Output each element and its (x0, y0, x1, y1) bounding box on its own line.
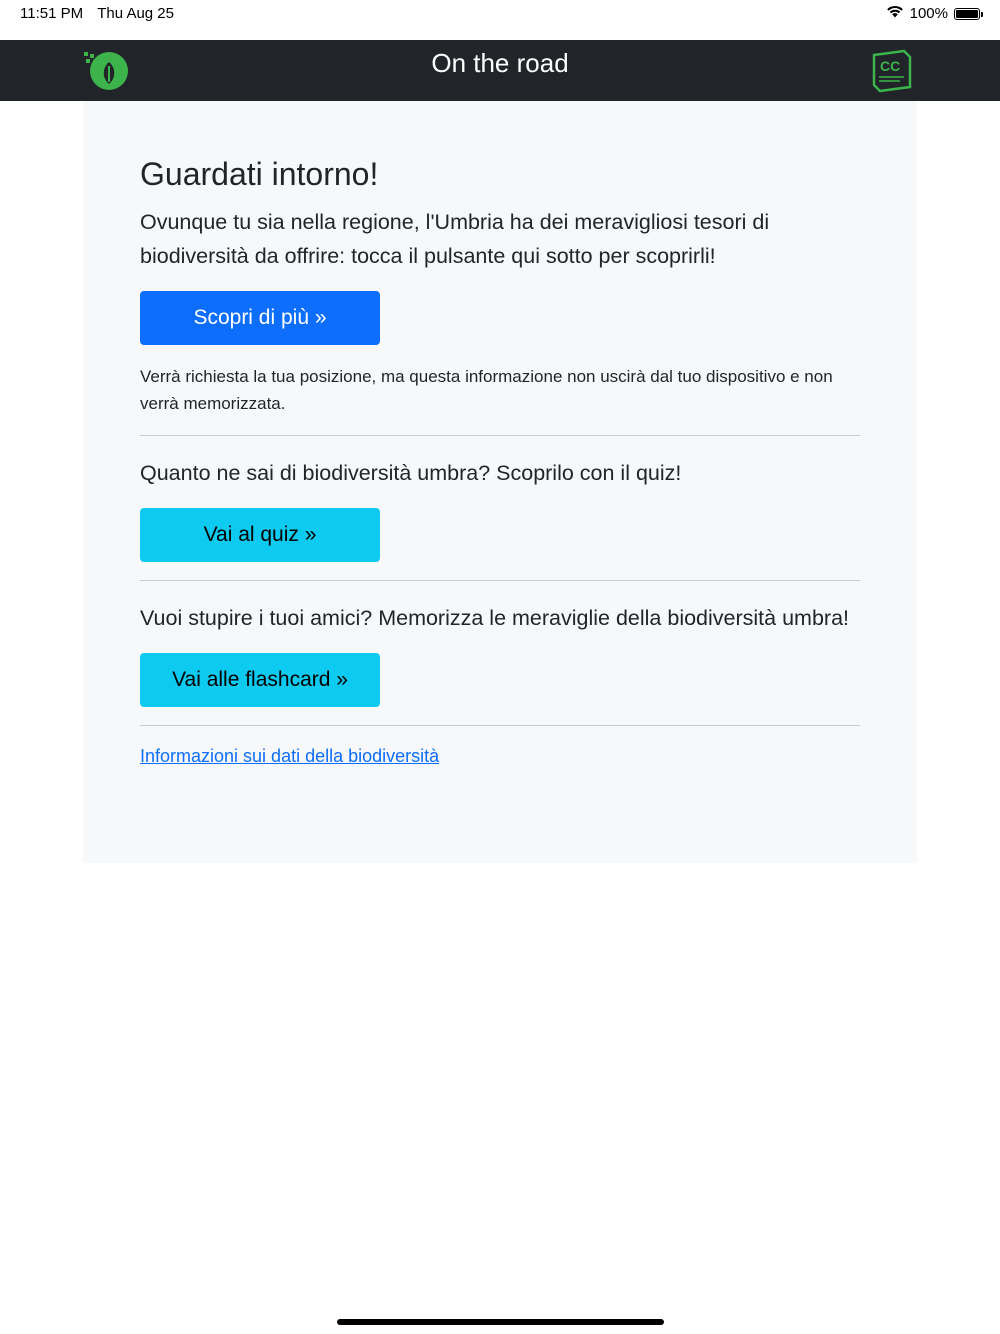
divider (140, 725, 860, 726)
status-right (886, 5, 980, 22)
wifi-icon (886, 5, 904, 22)
page-title: Guardati intorno! (140, 156, 379, 192)
discover-button[interactable]: Scopri di più » (140, 291, 380, 345)
divider (140, 580, 860, 581)
status-date: Thu Aug 25 (97, 5, 174, 22)
battery-fill (956, 10, 978, 18)
main-panel (83, 101, 917, 863)
flashcard-button[interactable]: Vai alle flashcard » (140, 653, 380, 707)
home-indicator[interactable] (337, 1319, 664, 1325)
cc-logo-icon[interactable] (870, 49, 912, 93)
location-note: Verrà richiesta la tua posizione, ma questa informazione non uscirà dal tuo dispositivo e non verrà memorizzata. (140, 367, 833, 413)
navbar (0, 40, 1000, 101)
nav-title: On the road (431, 48, 569, 78)
status-time: 11:51 PM (20, 5, 84, 22)
divider (140, 435, 860, 436)
quiz-text: Quanto ne sai di biodiversità umbra? Scoprilo con il quiz! (140, 461, 682, 485)
cc-logo-text: CC (880, 58, 901, 74)
quiz-button[interactable]: Vai al quiz » (140, 508, 380, 562)
status-bar (0, 0, 1000, 40)
lead-text: Ovunque tu sia nella regione, l'Umbria ha dei meravigliosi tesori di biodiversità da offrire: tocca il pulsante qui sotto per scoprirli! (140, 210, 770, 268)
flashcard-text: Vuoi stupire i tuoi amici? Memorizza le meraviglie della biodiversità umbra! (140, 606, 849, 630)
battery-percent: 100% (909, 5, 948, 22)
status-left (20, 5, 174, 22)
biodiversity-info-link[interactable]: Informazioni sui dati della biodiversità (140, 746, 440, 766)
battery-icon (954, 8, 980, 20)
